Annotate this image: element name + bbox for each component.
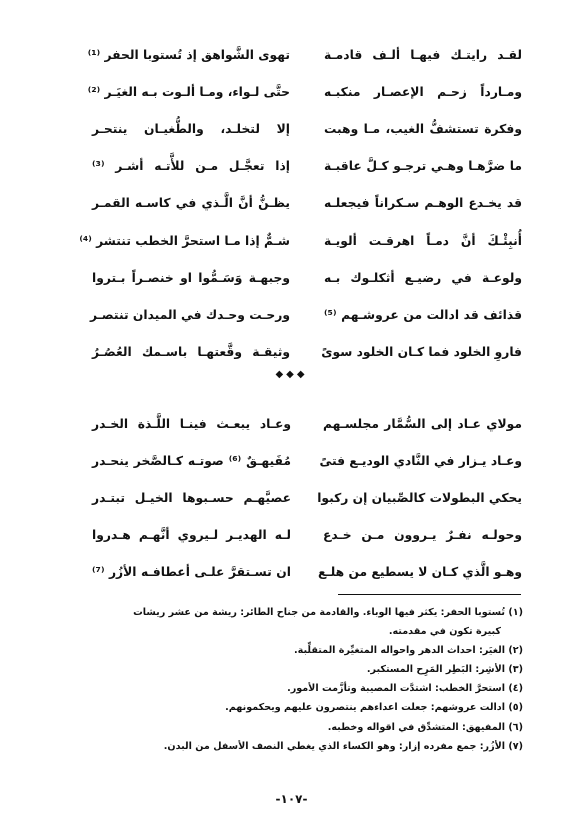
verse-left-hemistich: مُفَيهـقٌ ⁽⁶⁾ صوتـه كـالصَّخر ينحـدر (92, 453, 292, 468)
verse-right-hemistich: لقـد رايتـك فيهـا ألـف قادمـة (324, 47, 522, 62)
verse-right-hemistich: أُنبِئْـكَ أنَّ دمـاً اهرقـت ألويـة (324, 233, 522, 248)
verse-left-hemistich: وجبهـة وَسَـمُّوا او خنصـراً بـتروا (92, 270, 290, 285)
verse-line (87, 36, 522, 73)
section-separator-ornament: ◆◆◆ (275, 369, 308, 380)
footnote-5: (٥) ادالت عروشهم: جعلت اعداءهم ينتصرون عليهم ويحكمونهم. (225, 702, 523, 714)
verse-left-hemistich: وعـاد يبعـث فينـا اللَّـذة الخـدر (92, 416, 291, 431)
verse-line (92, 554, 522, 591)
verse-left-hemistich: يظـنُّ أنَّ الَّـذي في كاسـه القمـر (92, 196, 290, 211)
verse-line (92, 517, 522, 554)
verse-line (79, 222, 522, 259)
verse-line (92, 334, 522, 371)
verse-line (92, 148, 522, 185)
poem-stanza-2 (92, 405, 522, 591)
verse-right-hemistich: ومـارداً زحـم الإعصـار منكبـه (324, 84, 522, 99)
verse-right-hemistich: وعـاد يـزار في النَّادي الوديـع فتىً (319, 453, 522, 468)
verse-left-hemistich: حتَّى لـواء، ومـا ألـوت بـه الغيَـر ⁽²⁾ (87, 84, 290, 99)
footnote-divider (338, 594, 521, 595)
footnote-6: (٦) المفيهق: المتشدِّق في اقواله وخطبه. (327, 721, 523, 733)
footnote-1-continuation: كبيرة تكون في مقدمته. (388, 626, 501, 638)
verse-right-hemistich: وهـو الَّذي كـان لا يسطيع من هلـع (318, 565, 522, 580)
verse-left-hemistich: وثيقـة وقَّعتهـا باسـمك العُصُـرُ (92, 345, 290, 360)
footnote-4: (٤) استحرَّ الخطب: اشتدَّت المصيبة وتأزَّمت الأمور. (287, 683, 523, 695)
verse-line (89, 296, 522, 333)
verse-left-hemistich: إذا تعجَّـل مـن للأَّتـه أشـر ⁽³⁾ (92, 159, 290, 174)
footnote-3: (٣) الأشِر: البَطِر المَرِح المستكبر. (366, 664, 523, 676)
verse-right-hemistich: ما ضرَّهـا وهـي ترجـو كـلَّ عاقبـة (324, 159, 522, 174)
verse-left-hemistich: ان تسـتقرَّ علـى أعطافـه الأزُر ⁽⁷⁾ (92, 565, 291, 580)
footnotes (95, 603, 523, 756)
poem-stanza-1 (79, 36, 522, 371)
verse-right-hemistich: وفكرة تستشفُّ الغيب، مـا وهبت (324, 121, 522, 136)
verse-left-hemistich: لـه الهديـر لـيروي أنَّهـم هـدروا (92, 528, 291, 543)
page-number: -١٠٧- (275, 792, 308, 806)
verse-line (87, 73, 522, 110)
verse-right-hemistich: ولوعـة في رضيـع أثكلـوك بـه (324, 270, 522, 285)
footnote-1: (١) تُستوبا الحفر: يكثر فيها الوباء. والقادمة من جناح الطائر: ريشة من عشر ريشات (133, 607, 523, 618)
verse-line (92, 442, 522, 479)
verse-left-hemistich: شـمٌّ إذا مـا استحرَّ الخطب تنتشر ⁽⁴⁾ (79, 233, 290, 248)
verse-right-hemistich: قد يخـدع الوهـم سـكراناً فيجعلـه (324, 196, 522, 211)
verse-line (92, 405, 522, 442)
verse-right-hemistich: مولاي عـاد إلى السُّمَّار مجلسـهم (323, 416, 522, 431)
verse-left-hemistich: تهوى الشَّواهق إذ تُستوبا الحفر ⁽¹⁾ (87, 47, 290, 62)
verse-left-hemistich: ورحـت وحـدك في الميدان تنتصـر (89, 307, 290, 322)
verse-right-hemistich: وحولـه نفـرٌ يـروون مـن خـدع (323, 528, 522, 543)
verse-left-hemistich: عصيَّهـم حسـبوها الخيـل تبتـدر (92, 490, 291, 505)
verse-line (92, 259, 522, 296)
verse-line (92, 185, 522, 222)
verse-left-hemistich: إلا لتخلـد، والطُّغيـان ينتحـر (92, 121, 290, 136)
footnote-7: (٧) الأزُر: جمع مفرده إزار: وهو الكساء الذي يغطي النصف الأسفل من البدن. (163, 740, 523, 752)
footnote-2: (٢) الغيَر: احداث الدهر واحواله المتغيِّرة المتقلِّبة. (294, 645, 523, 657)
verse-right-hemistich: قذائف قد ادالت من عروشـهم ⁽⁵⁾ (324, 307, 522, 322)
verse-line (92, 479, 522, 516)
verse-line (92, 110, 522, 147)
verse-right-hemistich: فاروِ الخلود فما كـان الخلود سوىً (321, 345, 522, 360)
verse-right-hemistich: يحكي البطولات كالصِّبيان إن ركبوا (317, 490, 522, 505)
